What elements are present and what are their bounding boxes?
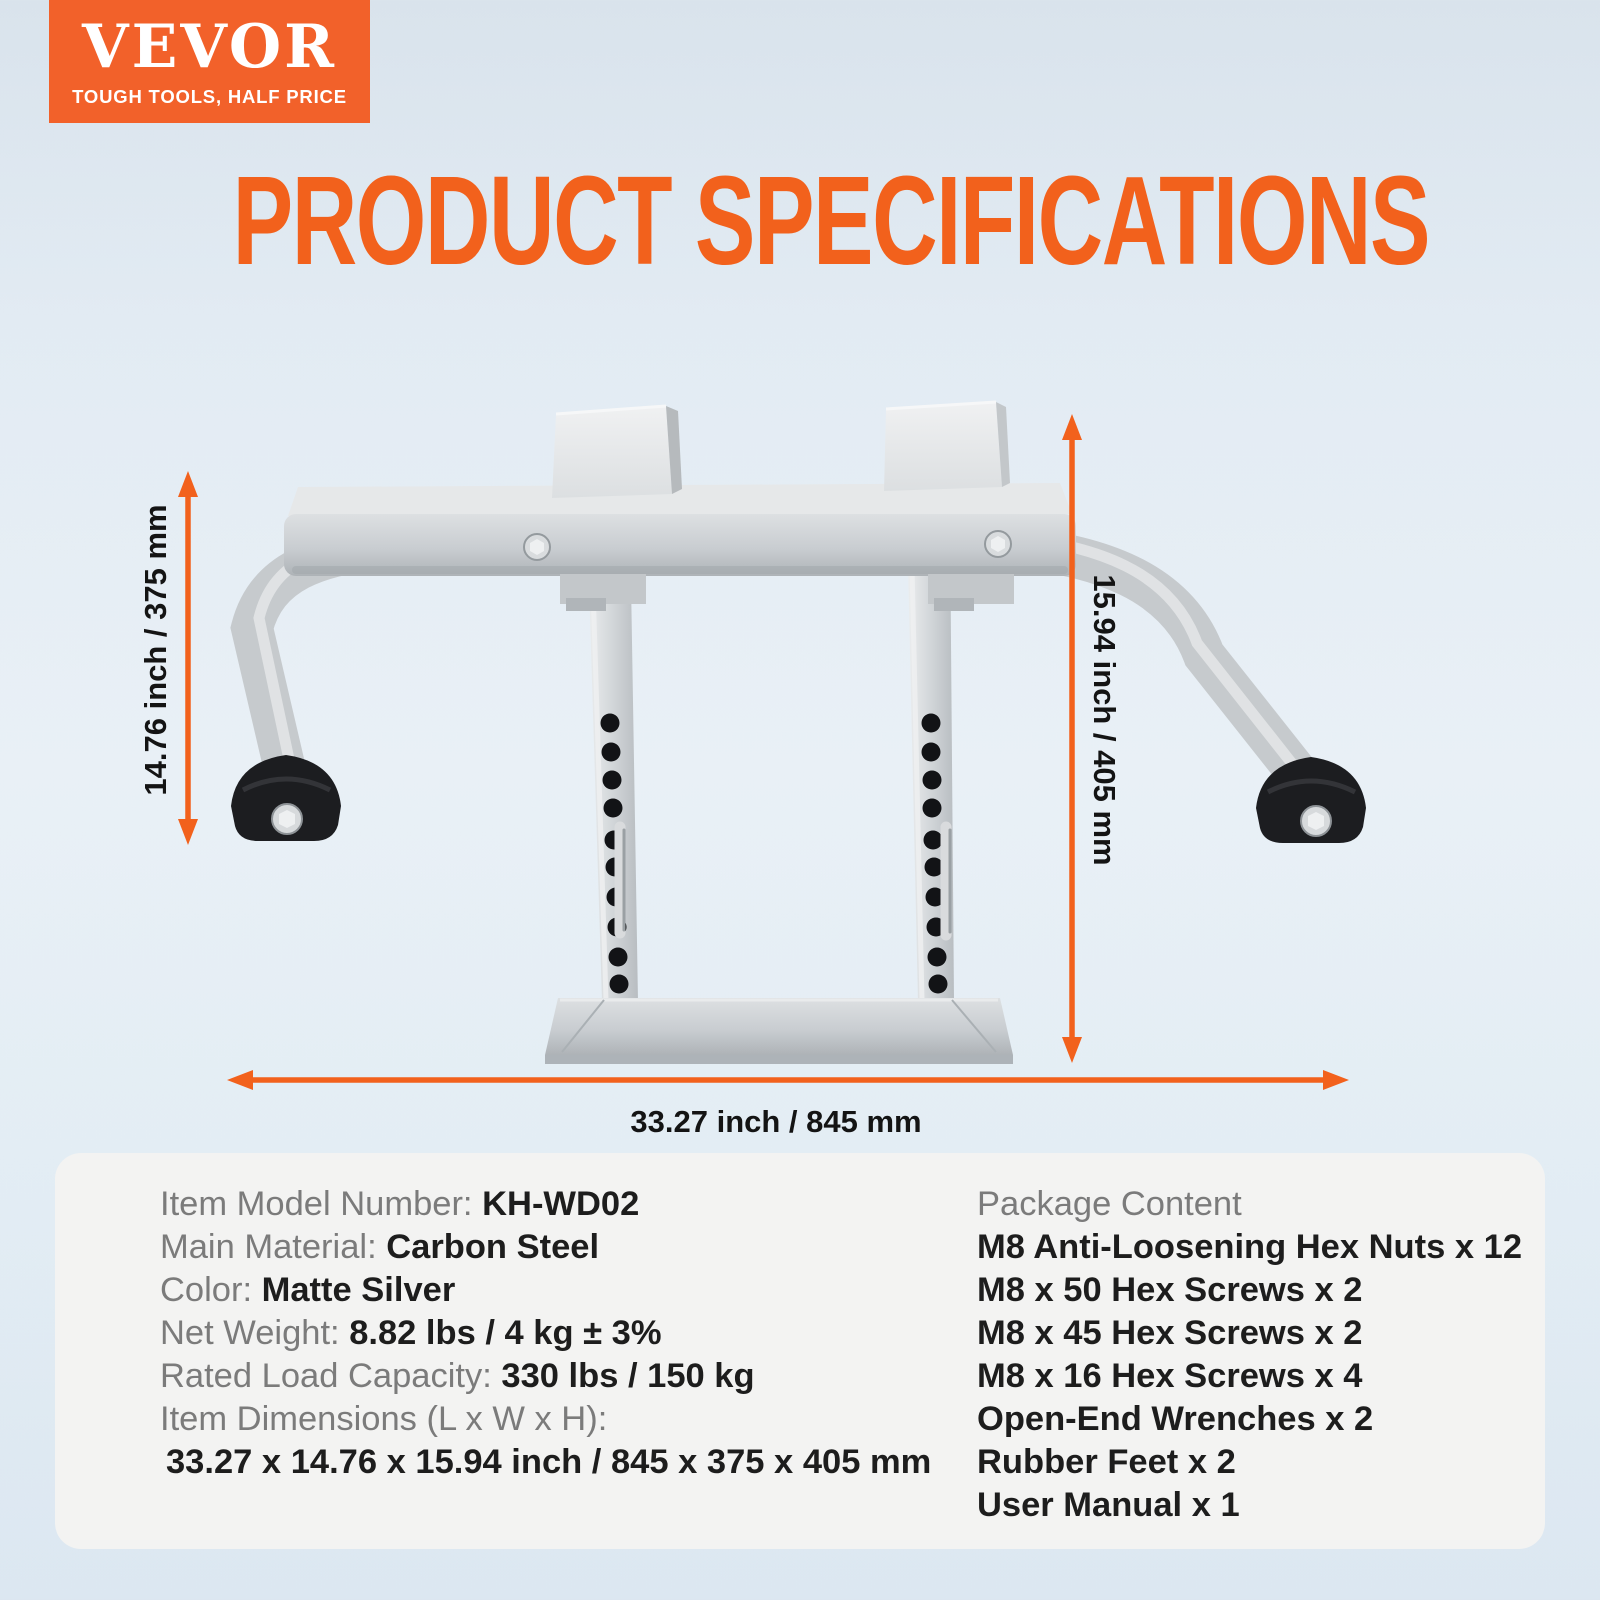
spec-row-color: Color: Matte Silver	[160, 1271, 456, 1309]
package-item: M8 x 45 Hex Screws x 2	[977, 1314, 1363, 1352]
package-column	[977, 1183, 1523, 1527]
right-mount-plate	[884, 402, 1010, 491]
spec-row-model: Item Model Number: KH-WD02	[160, 1185, 640, 1223]
vevor-logo-tagline: TOUGH TOOLS, HALF PRICE	[72, 86, 347, 107]
height-left-label: 14.76 inch / 375 mm	[138, 504, 173, 796]
specs-panel	[55, 1153, 1545, 1549]
height-arrow-left	[178, 471, 198, 845]
package-item: User Manual x 1	[977, 1486, 1240, 1524]
package-item: Rubber Feet x 2	[977, 1443, 1236, 1481]
package-item: M8 x 16 Hex Screws x 4	[977, 1357, 1363, 1395]
spec-row-dimensions-label: Item Dimensions (L x W x H):	[160, 1400, 608, 1438]
package-item: Open-End Wrenches x 2	[977, 1400, 1374, 1438]
specs-column	[160, 1183, 940, 1484]
spec-row-material: Main Material: Carbon Steel	[160, 1228, 600, 1266]
left-mount-plate	[552, 406, 682, 498]
width-arrow-bottom	[227, 1070, 1349, 1090]
package-content-heading: Package Content	[977, 1185, 1242, 1223]
vevor-logo-text: VEVOR	[82, 12, 337, 82]
width-bottom-label: 33.27 inch / 845 mm	[630, 1104, 922, 1139]
top-cross-bar	[284, 483, 1076, 611]
adjustment-holes	[601, 714, 948, 994]
frame-bottom-bar	[545, 998, 1013, 1064]
package-item: M8 x 50 Hex Screws x 2	[977, 1271, 1363, 1309]
spec-row-load: Rated Load Capacity: 330 lbs / 150 kg	[160, 1357, 755, 1395]
page-title: PRODUCT SPECIFICATIONS	[232, 150, 1430, 291]
package-item: M8 Anti-Loosening Hex Nuts x 12	[977, 1228, 1523, 1266]
spec-row-dimensions-value: 33.27 x 14.76 x 15.94 inch / 845 x 375 x 405 mm	[166, 1443, 932, 1481]
height-right-label: 15.94 inch / 405 mm	[1087, 574, 1122, 866]
left-rubber-foot	[231, 755, 341, 841]
spec-row-weight: Net Weight: 8.82 lbs / 4 kg ± 3%	[160, 1314, 662, 1352]
locking-pins	[620, 827, 950, 935]
